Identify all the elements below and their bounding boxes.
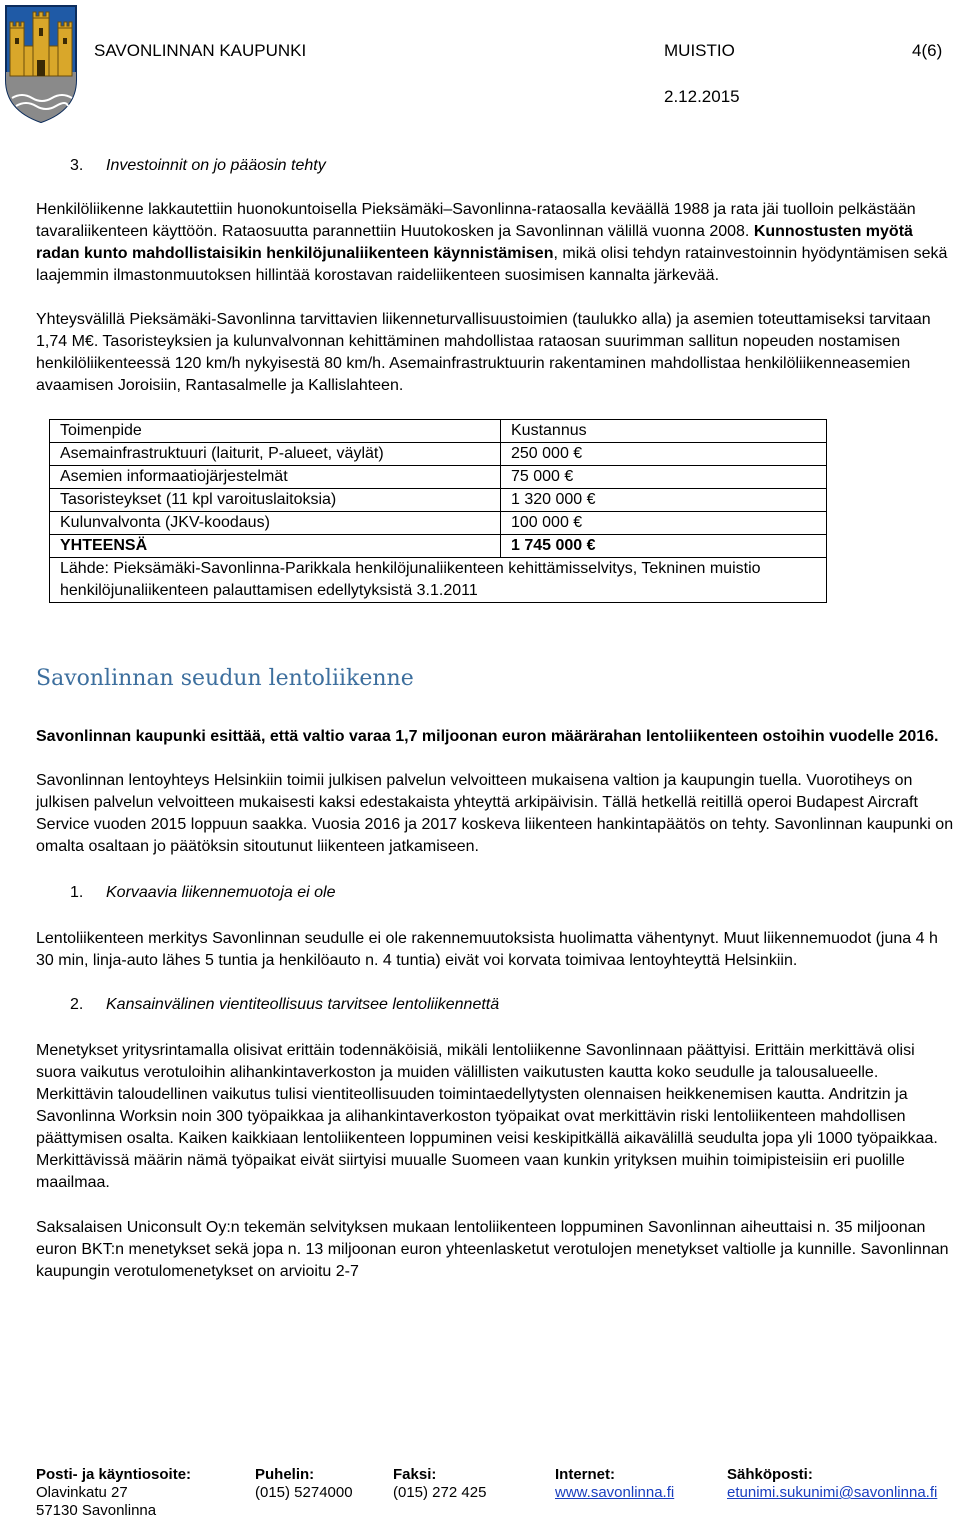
item-title: Kansainvälinen vientiteollisuus tarvitsee lentoliikennettä [106,996,500,1013]
item-number: 3. [70,157,84,174]
footer-address-line2: 57130 Savonlinna [36,1502,157,1519]
table-row [50,466,827,489]
item-title: Investoinnit on jo pääosin tehty [106,157,326,174]
footer-email-label: Sähköposti: [727,1466,813,1483]
footer-email-link[interactable]: etunimi.sukunimi@savonlinna.fi [727,1484,938,1501]
item-number: 1. [70,884,84,901]
footer-website-link[interactable]: www.savonlinna.fi [555,1484,675,1501]
paragraph-airport-service: Savonlinnan lentoyhteys Helsinkiin toimii julkisen palvelun velvoitteen mukaisena valtion ja kaupungin tuella. Vuorotiheys on julkisen palvelun velvoitteen mukaisesti kaksi edestakaista yhteyttä arkipäivisin. Tällä hetkellä reitillä operoi Budapest Aircraft Service vuoden 2015 loppuun saakka. Vuosia 2016 ja 2017 koskeva liikenteen hankintapäätös on tehty. Savonlinnan kaupunki on omalta osaltaan jo päätöksin sitoutunut liikenteen jatkamiseen. [36,772,954,855]
cost-table [49,419,827,603]
footer-phone [255,1466,353,1502]
table-cell-measure: Asemainfrastruktuuri (laiturit, P-alueet, väylät) [50,443,501,466]
paragraph-airport-lead: Savonlinnan kaupunki esittää, että valtio varaa 1,7 miljoonan euron määrärahan lentoliikenteen ostoihin vuodelle 2016. [36,728,939,745]
footer-address-line1: Olavinkatu 27 [36,1484,128,1501]
section-heading-airport: Savonlinnan seudun lentoliikenne [36,666,414,691]
footer-internet-label: Internet: [555,1466,615,1483]
table-row [50,512,827,535]
paragraph-rail-investment: Yhteysvälillä Pieksämäki-Savonlinna tarvittavien liikenneturvallisuustoimien (taulukko alla) ja asemien toteuttamiseksi tarvitaan 1,74 M€. Tasoristeyksien ja kulunvalvonnan kehittäminen mahdollistaa rataosan suurimman sallitun nopeuden nostamisen henkilöliikenteessä 120 km/h nykyisestä 80 km/h. Asemainfrastruktuurin rakentaminen mahdollistaa henkilöliikenneasemien avaamisen Joroisiin, Rantasalmelle ja Kallislahteen. [36,311,931,394]
paragraph-no-alternatives: Lentoliikenteen merkitys Savonlinnan seudulle ei ole rakennemuutoksista huolimatta vähentynyt. Muut liikennemuodot (juna 4 h 30 min, linja-auto lähes 5 tuntia ja henkilöauto n. 4 tuntia) eivät voi korvata toimivaa lentoyhteyttä Helsinkiin. [36,930,938,969]
table-row [50,489,827,512]
table-cell-cost: 100 000 € [501,512,827,535]
header-page-number: 4(6) [912,41,943,60]
table-total-value: 1 745 000 € [501,535,827,558]
table-cell-cost: 75 000 € [501,466,827,489]
table-cell-measure: Tasoristeykset (11 kpl varoituslaitoksia) [50,489,501,512]
table-total-row [50,535,827,558]
rail-history-bold: Kunnostusten myötä radan kunto mahdollistaisikin henkilöjunaliikenteen käynnistämisen [36,223,913,262]
footer-phone-label: Puhelin: [255,1466,315,1483]
rail-history-text: Henkilöliikenne lakkautettiin huonokuntoisella Pieksämäki–Savonlinna-rataosalla keväällä 1988 ja rata jäi tuolloin pelkästään tavaraliikenteen käyttöön. Rataosuutta parannettiin Huutokosken ja Savonlinnan välillä vuonna 2008. [36,201,916,240]
rail-history-text-end: , mikä olisi tehdyn ratainvestoinnin hyödyntämisen sekä laajemmin ilmastonmuutoksen hillintää korostavan raideliikenteen suosimisen kannalta järkevää. [36,245,948,284]
table-row [50,443,827,466]
paragraph-rail-history [36,199,958,287]
item-number: 2. [70,996,84,1013]
paragraph-uniconsult: Saksalaisen Uniconsult Oy:n tekemän selvityksen mukaan lentoliikenteen loppuminen Savonlinnan aiheuttaisi n. 35 miljoonan euron BKT:n menetykset sekä jopa n. 13 miljoonan euron yhteenlasketut verotulojen menetykset valtiolle ja kunnille. Savonlinnan kaupungin verotulomenetykset on arvioitu 2-7 [36,1219,949,1280]
footer-fax-label: Faksi: [393,1466,437,1483]
section-item-3 [36,155,958,177]
document-body [36,155,958,1283]
footer-phone-value: (015) 5274000 [255,1484,353,1501]
footer-fax [393,1466,486,1502]
footer-address-label: Posti- ja käyntiosoite: [36,1466,192,1483]
table-cell-measure: Kulunvalvonta (JKV-koodaus) [50,512,501,535]
table-cell-measure: Asemien informaatiojärjestelmät [50,466,501,489]
table-total-label: YHTEENSÄ [50,535,501,558]
city-crest-logo [2,2,80,126]
header-doc-type: MUISTIO [664,41,735,60]
table-source: Lähde: Pieksämäki-Savonlinna-Parikkala henkilöjunaliikenteen kehittämisselvitys, Tekninen muistio henkilöjunaliikenteen palauttamisen edellytyksistä 3.1.2011 [50,558,827,603]
header-organization: SAVONLINNAN KAUPUNKI [94,41,307,60]
table-cell-cost: 1 320 000 € [501,489,827,512]
footer-email [727,1466,937,1502]
footer-internet [555,1466,674,1502]
table-source-row [50,558,827,603]
section-item-2 [36,994,958,1016]
table-header-measure: Toimenpide [50,420,501,443]
paragraph-export-industry: Menetykset yritysrintamalla olisivat erittäin todennäköisiä, mikäli lentoliikenne Savonlinnaan päättyisi. Erittäin merkittävä olisi suora vaikutus verotuloihin alihankintaverkoston ja muiden välillisten vaikutusten kautta koko seudulle ja talousalueelle. Merkittävin taloudellinen vaikutus tulisi vientiteollisuuden toimintaedellytysten olennaisen heikkenemisen kautta. Andritzin ja Savonlinna Worksin noin 300 työpaikkaa ja alihankintaverkoston työpaikat ovat merkittävin riski lentoliikenteen mahdollisen päättymisen osalta. Kaiken kaikkiaan lentoliikenteen loppuminen veisi keskipitkällä aikavälillä seudulta jopa yli 1000 työpaikkaa. Merkittävissä määrin nämä työpaikat eivät siirtyisi muualle Suomeen vaan kunkin yrityksen muihin toimipisteisiin eri puolille maailmaa. [36,1042,938,1191]
header-date: 2.12.2015 [664,87,740,106]
footer-fax-value: (015) 272 425 [393,1484,487,1501]
footer-address [36,1466,191,1520]
section-item-1 [36,882,958,904]
item-title: Korvaavia liikennemuotoja ei ole [106,884,336,901]
table-header-cost: Kustannus [501,420,827,443]
table-header-row [50,420,827,443]
table-cell-cost: 250 000 € [501,443,827,466]
